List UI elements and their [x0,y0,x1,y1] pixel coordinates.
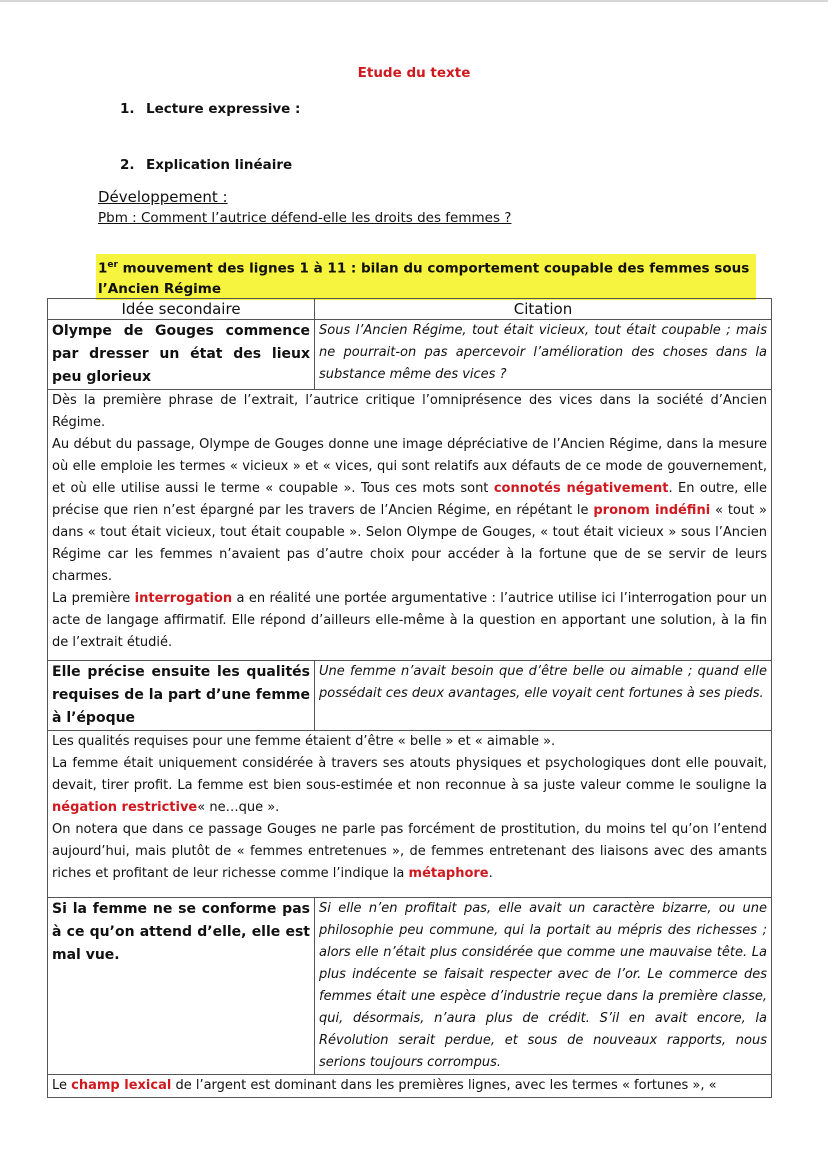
analysis-row [48,390,772,661]
keyword-highlight: champ lexical [71,1078,172,1093]
keyword-highlight: pronom indéfini [593,503,711,518]
analysis-text: « ne…que ». [197,800,280,815]
keyword-highlight: connotés négativement [493,481,669,496]
analysis-text: de l’argent est dominant dans les premières lignes, avec les termes « fortunes », « [171,1078,717,1093]
table-row [48,898,772,1075]
keyword-highlight: négation restrictive [52,800,198,815]
table-row [48,661,772,731]
keyword-highlight: métaphore [408,866,489,881]
analysis-text: « tout » dans « tout était vicieux, tout était coupable ». Selon Olympe de Gouges, « tout était vicieux » sous l’Ancien Régime car les femmes n’avaient pas d’autre choix pour accéder à la fortune que de se servir de leurs charmes. [52,503,767,584]
analysis-table [47,298,772,1098]
step-label: Explication linéaire [146,157,293,173]
movement-ordinal-suffix: er [107,260,118,270]
step-1 [120,101,300,117]
step-2 [120,157,292,173]
analysis-cell [48,1075,772,1098]
analysis-paragraph [52,753,767,819]
analysis-row [48,1075,772,1098]
analysis-paragraph [52,819,767,885]
analysis-paragraph: Dès la première phrase de l’extrait, l’autrice critique l’omniprésence des vices dans la société d’Ancien Régime. [52,393,767,430]
idea-cell: Olympe de Gouges commence par dresser un état des lieux peu glorieux [48,320,315,390]
citation-cell: Une femme n’avait besoin que d’être belle ou aimable ; quand elle possédait ces deux avantages, elle voyait cent fortunes à ses pieds. [315,661,772,731]
page-top-border [0,0,828,2]
analysis-cell [48,731,772,898]
idea-cell: Si la femme ne se conforme pas à ce qu’on attend d’elle, elle est mal vue. [48,898,315,1075]
column-header-citation: Citation [315,299,772,320]
column-header-idea: Idée secondaire [48,299,315,320]
analysis-paragraph [52,434,767,588]
analysis-paragraph: Les qualités requises pour une femme étaient d’être « belle » et « aimable ». [52,734,556,749]
analysis-text: Le [52,1078,72,1093]
idea-cell: Elle précise ensuite les qualités requises de la part d’une femme à l’époque [48,661,315,731]
citation-cell: Sous l’Ancien Régime, tout était vicieux, tout était coupable ; mais ne pourrait-on pas apercevoir l’amélioration des choses dans la substance même des vices ? [315,320,772,390]
analysis-text: . [488,866,493,881]
analysis-text: Au début du passage, Olympe de Gouges donne une image dépréciative de l’Ancien Régime, dans la mesure où elle emploie les termes « vicieux » et « vices, qui sont relatifs aux défauts de ce mode de gouvernement, et où elle utilise aussi le terme « coupable ». Tous ces mots sont [52,437,767,496]
movement-ordinal: 1 [98,260,108,277]
page-title: Etude du texte [357,65,471,81]
movement-heading [96,254,756,300]
analysis-text: a en réalité une portée argumentative : l’autrice utilise ici l’interrogation pour un acte de langage affirmatif. Elle répond d’ailleurs elle-même à la question en apportant une solution, à la fin de l’extrait étudié. [52,591,767,650]
problematic: Pbm : Comment l’autrice défend-elle les droits des femmes ? [98,210,512,226]
keyword-highlight: interrogation [134,591,233,606]
analysis-text: La femme était uniquement considérée à travers ses atouts physiques et psychologiques dont elle pouvait, devait, tirer profit. La femme est bien sous-estimée et non reconnue à sa juste valeur comme le souligne la [52,756,767,793]
step-number: 1. [120,101,135,117]
step-number: 2. [120,157,135,173]
analysis-cell [48,390,772,661]
analysis-text: On notera que dans ce passage Gouges ne parle pas forcément de prostitution, du moins tel qu’on l’entend aujourd’hui, mais plutôt de « femmes entretenues », de femmes entretenant des liaisons avec des amants riches et profitant de leur richesse comme l’indique la [52,822,767,881]
movement-text: mouvement des lignes 1 à 11 : bilan du comportement coupable des femmes sous l’Ancien Régime [98,260,750,297]
step-label: Lecture expressive : [146,101,301,117]
table-row [48,320,772,390]
table-header-row [48,299,772,320]
analysis-text: . En outre, elle précise que rien n’est épargné par les travers de l’Ancien Régime, en répétant le [52,481,767,518]
analysis-paragraph [52,588,767,654]
development-heading: Développement : [98,188,228,206]
analysis-paragraph [52,1075,767,1097]
citation-cell: Si elle n’en profitait pas, elle avait un caractère bizarre, ou une philosophie peu commune, qui la portait au mépris des richesses ; alors elle n’était plus considérée que comme une mauvaise tête. La plus indécente se faisait respecter avec de l’or. Le commerce des femmes était une espèce d’industrie reçue dans la première classe, qui, désormais, n’aura plus de crédit. S’il en avait encore, la Révolution serait perdue, et sous de nouveaux rapports, nous serions toujours corrompus. [315,898,772,1075]
analysis-text: La première [52,591,135,606]
analysis-row [48,731,772,898]
